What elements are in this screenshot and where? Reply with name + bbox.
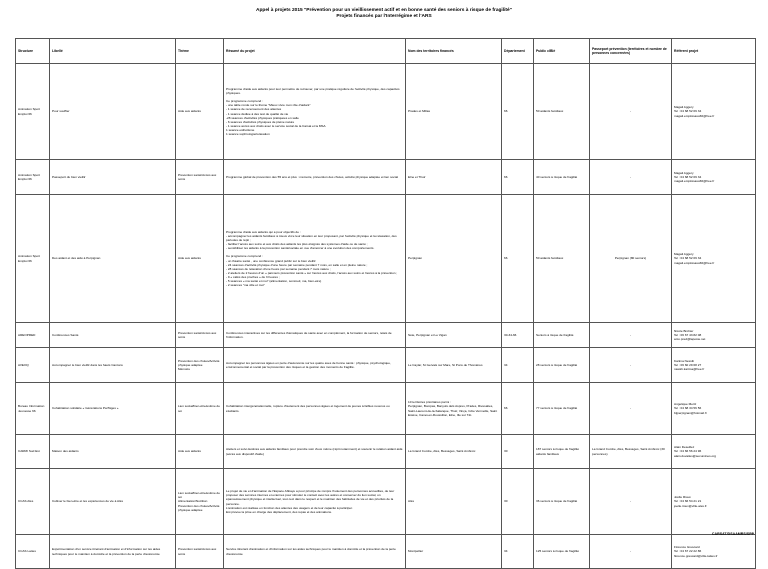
cell-theme: Aide aux aidants — [176, 195, 224, 323]
cell-libelle: Pour souffler — [50, 64, 176, 160]
cell-libelle: Conférences Santé — [50, 323, 176, 348]
cell-referent: Alain Deseillez Tel : 04 66 56 24 96 alain.duvailes@secumines.org — [672, 435, 756, 469]
page-title: Appel à projets 2015 "Prévention pour un vieillissement actif et en bonne santé des seniors à risque de fragilité" — [256, 8, 512, 13]
cell-territoires: Montpellier — [406, 535, 502, 569]
cell-public: Seniors à risque de fragilité — [534, 323, 590, 348]
cell-departement: 66 — [502, 64, 534, 160]
cell-structure: Animation Sport Emploi 66 — [16, 160, 50, 195]
table-row — [16, 195, 756, 323]
cell-departement: 34 — [502, 348, 534, 383]
cell-territoires: La Grand Combe, Alès, Bessèges, Saint Ambroix — [406, 435, 502, 469]
cell-public: 50 aidants familiaux — [534, 195, 590, 323]
cell-territoires: 10 territoires prioritaires parmi : Perpignan, Bompas, Banyuls dels Aspres, Prades, Rivesaltes, Saint-Laurent-de-la-Salanque, Thuir, Vinça, Côte Vermeille, Saint Estève, Canet-en-Roussillon, Elne, Ille sur Têt. — [406, 383, 502, 435]
cell-territoires: Perpignan — [406, 195, 502, 323]
cell-referent: Florence Grescard Tel : 04 67 22 22 86 florence.grescard@ville-lattes.fr — [672, 535, 756, 569]
cell-departement: 30 — [502, 469, 534, 535]
cell-departement: 30 — [502, 435, 534, 469]
cell-territoires: Elne et Thuir — [406, 160, 502, 195]
cell-structure: Animation Sport Emploi 66 — [16, 195, 50, 323]
cell-territoires: Le Caylar, St Gervais sur Mare, St Pons de Thomières — [406, 348, 502, 383]
cell-referent: Joëlle Rioux Tel : 04 66 54 21 21 joelle.rioux@ville-ales.fr — [672, 469, 756, 535]
cell-passeport: La Grand Combe, Alès, Bessèges, Saint Ambroix (30 personnes) — [590, 435, 672, 469]
projects-table — [15, 38, 756, 569]
page-subtitle: Projets financés par l'Interrégime et l'ARS — [336, 14, 432, 19]
cell-libelle: Maison des aidants — [50, 435, 176, 469]
table-row — [16, 535, 756, 569]
cell-territoires: Alès — [406, 469, 502, 535]
table-row — [16, 383, 756, 435]
cell-libelle: Des aidant et des aidé à Perpignan — [50, 195, 176, 323]
cell-theme: Aide aux aidants — [176, 435, 224, 469]
cell-territoires: Sète, Perpignan et Le Vigan — [406, 323, 502, 348]
cell-public: 36 seniors à risque de fragilité — [534, 469, 590, 535]
cell-referent: Angelique Mertz Tel : 04 68 34 56 56 bijperpignan@hotmail.fr — [672, 383, 756, 435]
header-resume: Résumé du projet — [224, 39, 406, 64]
cell-passeport: - — [590, 469, 672, 535]
cell-libelle: Accompagner le bien vieillir dans les hauts Cantons — [50, 348, 176, 383]
cell-structure: Animation Sport Emploi 66 — [16, 64, 50, 160]
table-row — [16, 160, 756, 195]
header-referent: Référent projet — [672, 39, 756, 64]
cell-departement: 30-34-66 — [502, 323, 534, 348]
cell-territoires: Prades et Millas — [406, 64, 502, 160]
cell-public: 77 seniors à risque de fragilité — [534, 383, 590, 435]
cell-theme: Lien social/bien-être/estime de soi — [176, 383, 224, 435]
cell-passeport: - — [590, 348, 672, 383]
cell-structure: CARMI Sud Est — [16, 435, 50, 469]
table-row — [16, 435, 756, 469]
cell-libelle: Cohabitation solidaire « Générations Parf'âges » — [50, 383, 176, 435]
cell-public: 28 seniors à risque de fragilité — [534, 348, 590, 383]
cell-public: 50 aidants familiaux — [534, 64, 590, 160]
cell-theme: Lien social/bien-être/estime de soi Alimentation/Nutrition Prévention des chutes/Activité physique adaptée — [176, 469, 224, 535]
cell-theme: Prévention santé/Accès aux soins — [176, 160, 224, 195]
cell-public: 187 seniors à risque de fragilité aidants familiaux — [534, 435, 590, 469]
cell-passeport: - — [590, 383, 672, 435]
table-row — [16, 469, 756, 535]
cell-libelle: Cultiver le bien-être et les expériences de vie à Alès — [50, 469, 176, 535]
footer-reference: CARSAT/DSAAMRS/SPP — [711, 532, 754, 536]
header-departement: Département — [502, 39, 534, 64]
cell-theme: Prévention santé/Accès aux soins — [176, 535, 224, 569]
cell-structure: CCAS Lattes — [16, 535, 50, 569]
cell-referent: Magali Aggery Tel : 04 68 52 09 34 magali.emploisaso66@free.fr — [672, 195, 756, 323]
table-header-row — [16, 39, 756, 64]
header-theme: Thème — [176, 39, 224, 64]
table-row — [16, 323, 756, 348]
cell-theme: Prévention des chutes/Activité physique adaptée Mémoire — [176, 348, 224, 383]
table-row — [16, 64, 756, 160]
cell-resume: Conférences interactives sur les différentes thématiques de santé avec en complément, la formation de seniors, relais de l'information. — [224, 323, 406, 348]
cell-structure: CCAS Alès — [16, 469, 50, 535]
cell-libelle: Passeport du bien vieillir — [50, 160, 176, 195]
cell-referent: Karima Nessib Tel : 06 60 29 68 27 nassib.karima@free.fr — [672, 348, 756, 383]
cell-passeport: - — [590, 64, 672, 160]
cell-resume: Cohabitation intergénérationnelle, rupture d'isolement des personnes âgées et logement de jeunes à faibles revenus ou étudiants. — [224, 383, 406, 435]
table-row — [16, 348, 756, 383]
cell-passeport: - — [590, 535, 672, 569]
cell-passeport: - — [590, 323, 672, 348]
cell-structure: Bureau Information Jeunesse 66 — [16, 383, 50, 435]
cell-libelle: Expérimentation d'un service itinérant d'animation et d'information sur les aides techniques pour le maintien à domicile et la prévention de la perte d'autonomie — [50, 535, 176, 569]
cell-resume: Service itinérant d'animation et d'information sur les aides techniques pour le maintien à domicile et la prévention de la perte d'autonomie — [224, 535, 406, 569]
header-structure: Structure — [16, 39, 50, 64]
cell-departement: 66 — [502, 383, 534, 435]
cell-passeport: Perpignan (80 seniors) — [590, 195, 672, 323]
cell-resume: Programme global de prévention des 55 ans et plus : mémoire, prévention des chutes, activité physique adaptée et lien social — [224, 160, 406, 195]
cell-departement: 66 — [502, 160, 534, 195]
cell-resume: Accompagner les personnes âgées en perte d'autonomie sur les quatre axes de bonne santé : physique, psychologique, environnemental et social par la prévention des risques et la gestion des moments de fragilité. — [224, 348, 406, 383]
cell-referent: Magali Aggery Tel : 04 68 52 09 34 magali.emploisaso66@free.fr — [672, 160, 756, 195]
cell-resume: Le projet de vie et d'animation de l'Espace Abbaye a pour principe de rompre l'isolement des personnes accueillies, de leur proposer des services internes et externes pour stimuler le contact avec les autres et conserver du lien social, un épanouissement physique et intellectuel, tout ceci dans le respect et le maintien des habitudes de vie et des priorités de la personne. L'animation est réalisée en fonction des attentes des usagers et de leur capacité à participer. Est prévue la prise en charge des déplacement, des repas et des animations. — [224, 469, 406, 535]
cell-resume: Ateliers et suivi destinés aux aidants familiaux pour prendre soin d'eux même (répit notamment) et soutenir le relation aidant aidé (accès aux dispositif d'aide) — [224, 435, 406, 469]
cell-structure: AREOPRED — [16, 323, 50, 348]
cell-resume: Programme d'aide aux aidants pour leur permettre de retrouver, par une pratique régulière de l'activité physique, des capacités physiques. Ce programme comprend : - une table ronde sur le thème "Mieux vivre mon rôle d'aidant" - 1 séance de recensement des attentes - 1 séance dédiée à des test de qualité de vie -28 séances d'activités physiques pratiquées en salle - 6 séances d'activités physiques de pleine nature - 1 séance accès aux droits avec le service social de la Carsat et la MSA 1 séance esthétisme 1 séance sophrologie/relaxation — [224, 64, 406, 160]
cell-public: 40 seniors à risque de fragilité — [534, 160, 590, 195]
cell-departement: 66 — [502, 195, 534, 323]
cell-theme: Prévention santé/Accès aux soins — [176, 323, 224, 348]
header-public: Public cIBlé — [534, 39, 590, 64]
cell-passeport: - — [590, 160, 672, 195]
cell-referent: Nicole Brohier Tel : 06 67 43 82 08 arco.pred@laposte.net — [672, 323, 756, 348]
cell-theme: Aide aux aidants — [176, 64, 224, 160]
cell-structure: AVEOQ — [16, 348, 50, 383]
cell-departement: 34 — [502, 535, 534, 569]
header-libelle: Libellé — [50, 39, 176, 64]
header-territoires: Nom des territoires financés — [406, 39, 502, 64]
cell-referent: Magali Aggery Tel : 04 68 52 09 34 magali.emploisaso66@free.fr — [672, 64, 756, 160]
cell-public: 125 seniors à risque de fragilité — [534, 535, 590, 569]
cell-resume: Programme d'aide aux aidants qui a pour objectifs de : - accompagner les aidants familiaux à mieux vivre leur situation en leur proposant, par l'activité physique et la relaxation, des périodes de répit ; - faciliter l'accès aux soins et aux droits des aidants les plus éloignés des systèmes d'aide ou de santé ; - sensibiliser les aidants à la prévention santé/sociale en vue d'amorcer à une évolution des comportements. Ce programme comprend : - un théatre santé , une conférence grand public sur le bien vieillir - 24 séances d'activité physique d'une heure par semaine pendant 7 mois, en salle et en pleine nature ; - 28 séances de relaxation d'une heure par semaine pendant 7 mois nature ; - 2 ateliers de 2 heures d'un « parcours prévention santé » sur l'accès aux droits, l'accès aux soins et l'accès à la prévention ; - 9 « cafés des proches » de 3 heures ; - 5 séances « ma santé et moi" (alimentation, sommeil, ma, bien-etre) - 2 séances "ma ville et moi" — [224, 195, 406, 323]
header-passeport: Passeport prévention (territoires et nombre de personnes concernées) — [590, 39, 672, 64]
